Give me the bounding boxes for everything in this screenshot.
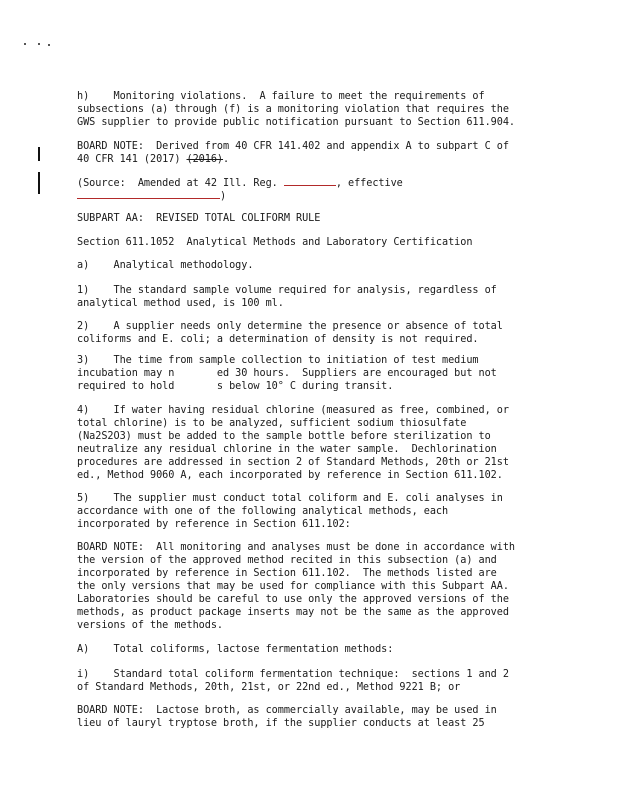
section-heading: Section 611.1052 Analytical Methods and Laboratory Certification	[77, 237, 473, 248]
item-1-line: 1) The standard sample volume required for analysis, regardless of	[77, 285, 497, 296]
board-note-2-line: versions of the methods.	[77, 620, 224, 631]
board-note-2-line: methods, as product package inserts may not be the same as the approved	[77, 607, 509, 618]
item-4-line: (Na2S2O3) must be added to the sample bottle before sterilization to	[77, 431, 491, 442]
deleted-text: (2016)	[186, 154, 224, 165]
subpart-heading: SUBPART AA: REVISED TOTAL COLIFORM RULE	[77, 213, 321, 224]
board-note-3-line: BOARD NOTE: Lactose broth, as commercially available, may be used in	[77, 705, 497, 716]
item-i-line: of Standard Methods, 20th, 21st, or 22nd ed., Method 9221 B; or	[77, 682, 461, 693]
item-2-line: 2) A supplier needs only determine the presence or absence of total	[77, 321, 503, 332]
revision-bar	[38, 147, 40, 161]
item-a: a) Analytical methodology.	[77, 260, 254, 271]
scan-speck	[38, 43, 40, 45]
para-h-line: subsections (a) through (f) is a monitoring violation that requires the	[77, 104, 509, 115]
item-A: A) Total coliforms, lactose fermentation methods:	[77, 644, 394, 655]
blank-line	[77, 189, 220, 199]
item-2-line: coliforms and E. coli; a determination of density is not required.	[77, 334, 479, 345]
citation-text: 40 CFR 141 (2017)	[77, 154, 187, 165]
source-text: (Source: Amended at 42 Ill. Reg.	[77, 178, 284, 189]
board-note-2-line: Laboratories should be careful to use only the approved versions of the	[77, 594, 509, 605]
item-4-line: 4) If water having residual chlorine (measured as free, combined, or	[77, 405, 509, 416]
board-note-2-line: the only versions that may be used for compliance with this Subpart AA.	[77, 581, 509, 592]
item-3-line: incubation may n ed 30 hours. Suppliers are encouraged but not	[77, 368, 497, 379]
board-note-2-line: incorporated by reference in Section 611.102. The methods listed are	[77, 568, 497, 579]
item-5-line: incorporated by reference in Section 611.102:	[77, 519, 351, 530]
item-1-line: analytical method used, is 100 ml.	[77, 298, 284, 309]
item-4-line: procedures are addressed in section 2 of Standard Methods, 20th or 21st	[77, 457, 509, 468]
board-note-2-line: BOARD NOTE: All monitoring and analyses must be done in accordance with	[77, 542, 516, 553]
item-3-line: required to hold s below 10° C during transit.	[77, 381, 394, 392]
item-5-line: accordance with one of the following analytical methods, each	[77, 506, 449, 517]
board-note-line	[77, 153, 229, 166]
source-note	[77, 176, 403, 190]
blank-line	[284, 176, 336, 186]
period: .	[223, 154, 230, 165]
source-note-end	[77, 189, 226, 203]
para-h-line: h) Monitoring violations. A failure to meet the requirements of	[77, 91, 485, 102]
revision-bar	[38, 172, 40, 194]
para-h-line: GWS supplier to provide public notification pursuant to Section 611.904.	[77, 117, 516, 128]
source-effective: , effective	[335, 178, 403, 189]
item-4-line: ed., Method 9060 A, each incorporated by reference in Section 611.102.	[77, 470, 503, 481]
scan-speck	[48, 44, 50, 46]
item-i-line: i) Standard total coliform fermentation technique: sections 1 and 2	[77, 669, 509, 680]
scan-speck	[24, 43, 26, 45]
item-3-line: 3) The time from sample collection to initiation of test medium	[77, 355, 479, 366]
item-5-line: 5) The supplier must conduct total coliform and E. coli analyses in	[77, 493, 503, 504]
board-note-2-line: the version of the approved method recited in this subsection (a) and	[77, 555, 497, 566]
board-note-line: BOARD NOTE: Derived from 40 CFR 141.402 and appendix A to subpart C of	[77, 141, 509, 152]
item-4-line: total chlorine) is to be analyzed, sufficient sodium thiosulfate	[77, 418, 467, 429]
board-note-3-line: lieu of lauryl tryptose broth, if the supplier conducts at least 25	[77, 718, 485, 729]
close-paren: )	[220, 191, 227, 202]
item-4-line: neutralize any residual chlorine in the water sample. Dechlorination	[77, 444, 497, 455]
